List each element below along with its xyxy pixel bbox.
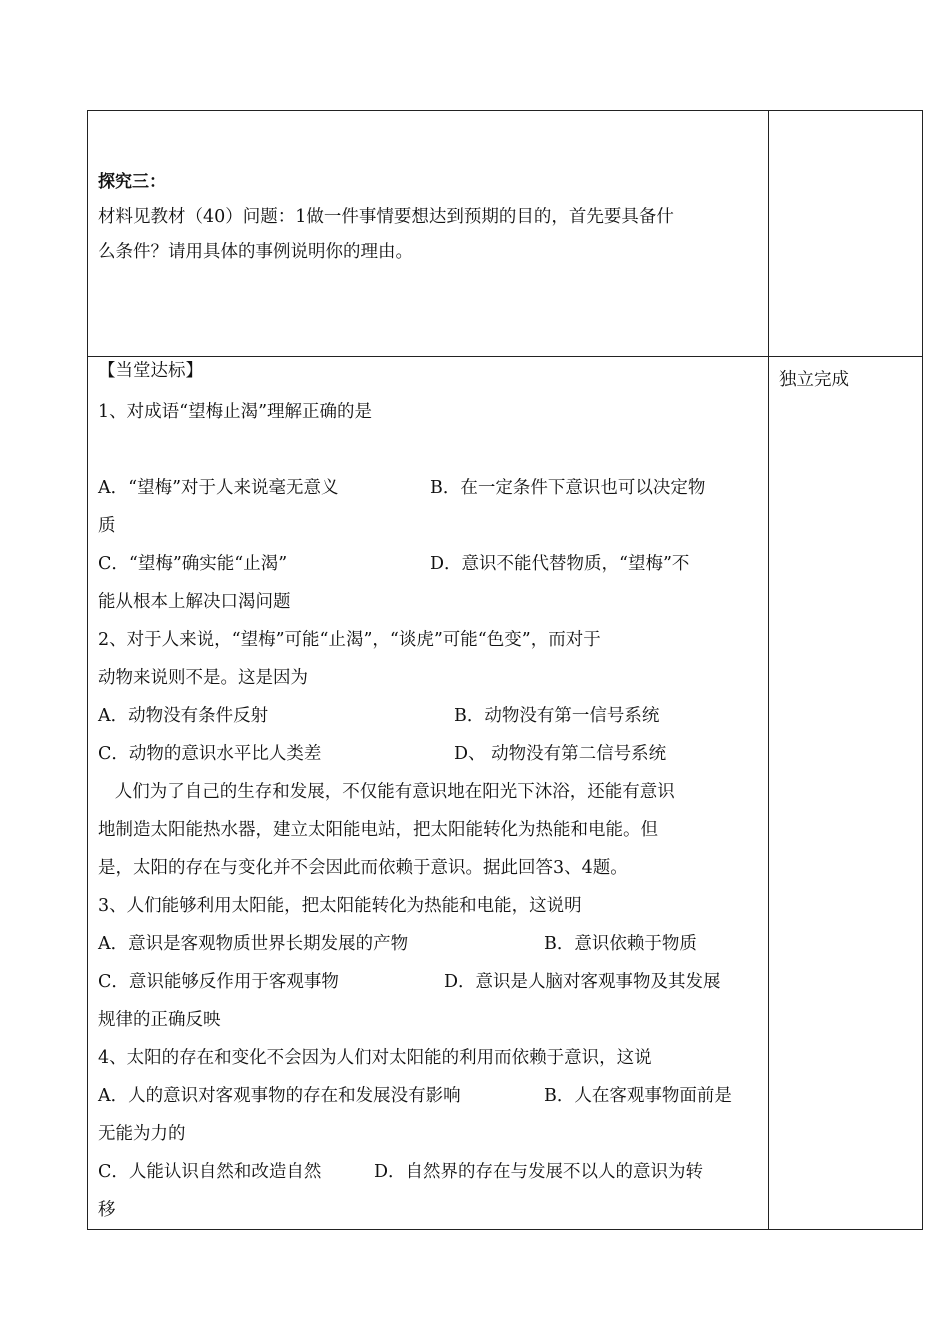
q2-stem-line2: 动物来说则不是。这是因为 bbox=[98, 668, 308, 688]
q3-options-ab bbox=[98, 925, 758, 963]
passage-line3: 是，太阳的存在与变化并不会因此而依赖于意识。据此回答3、4题。 bbox=[98, 858, 628, 878]
q3-stem: 3、人们能够利用太阳能，把太阳能转化为热能和电能，这说明 bbox=[98, 896, 582, 916]
q4-stem: 4、太阳的存在和变化不会因为人们对太阳能的利用而依赖于意识，这说 bbox=[98, 1048, 652, 1068]
explore-3-side-cell bbox=[769, 111, 923, 357]
q2-stem-line1: 2、对于人来说，“望梅”可能“止渴”，“谈虎”可能“色变”，而对于 bbox=[98, 630, 601, 650]
q4-option-d: D．自然界的存在与发展不以人的意识为转 bbox=[374, 1162, 704, 1182]
q3-options-cd bbox=[98, 963, 758, 1001]
worksheet-table bbox=[87, 110, 923, 1230]
explore-3-heading: 探究三： bbox=[98, 172, 166, 192]
q4-options-ab bbox=[98, 1077, 758, 1115]
q2-option-c: C．动物的意识水平比人类差 bbox=[98, 744, 322, 764]
passage-line2: 地制造太阳能热水器，建立太阳能电站，把太阳能转化为热能和电能。但 bbox=[98, 820, 658, 840]
q1-stem: 1、对成语“望梅止渴”理解正确的是 bbox=[98, 402, 373, 422]
q3-option-a: A．意识是客观物质世界长期发展的产物 bbox=[98, 934, 409, 954]
q4-option-d-cont: 移 bbox=[98, 1200, 116, 1220]
explore-3-cell bbox=[88, 111, 769, 357]
q3-option-c: C．意识能够反作用于客观事物 bbox=[98, 972, 339, 992]
q1-option-c: C．“望梅”确实能“止渴” bbox=[98, 554, 288, 574]
passage-line1: 人们为了自己的生存和发展，不仅能有意识地在阳光下沐浴，还能有意识 bbox=[98, 782, 675, 802]
q1-option-d: D．意识不能代替物质，“望梅”不 bbox=[430, 554, 690, 574]
q1-option-b-cont: 质 bbox=[98, 516, 116, 536]
q1-options-cd bbox=[98, 545, 758, 583]
q4-option-b-cont: 无能为力的 bbox=[98, 1124, 186, 1144]
q1-options-ab bbox=[98, 469, 758, 507]
q2-options-ab bbox=[98, 697, 758, 735]
side-note: 独立完成 bbox=[779, 370, 849, 390]
q2-option-b: B．动物没有第一信号系统 bbox=[454, 706, 660, 726]
explore-3-text-line2: 么条件？请用具体的事例说明你的理由。 bbox=[98, 242, 413, 262]
worksheet bbox=[87, 110, 922, 1224]
q4-option-b: B．人在客观事物面前是 bbox=[544, 1086, 732, 1106]
practice-side-cell bbox=[769, 357, 923, 1230]
practice-cell bbox=[88, 357, 769, 1230]
q4-option-a: A．人的意识对客观事物的存在和发展没有影响 bbox=[98, 1086, 461, 1106]
explore-3-text-line1: 材料见教材（40）问题：1做一件事情要想达到预期的目的，首先要具备什 bbox=[98, 207, 674, 227]
q3-option-d-cont: 规律的正确反映 bbox=[98, 1010, 221, 1030]
q4-options-cd bbox=[98, 1153, 758, 1191]
q2-option-a: A．动物没有条件反射 bbox=[98, 706, 269, 726]
q3-option-b: B．意识依赖于物质 bbox=[544, 934, 697, 954]
q3-option-d: D．意识是人脑对客观事物及其发展 bbox=[444, 972, 721, 992]
q2-options-cd bbox=[98, 735, 758, 773]
q2-option-d: D、 动物没有第二信号系统 bbox=[454, 744, 667, 764]
q1-option-b: B．在一定条件下意识也可以决定物 bbox=[430, 478, 706, 498]
q4-option-c: C．人能认识自然和改造自然 bbox=[98, 1162, 322, 1182]
practice-heading: 【当堂达标】 bbox=[98, 361, 203, 381]
q1-option-a: A．“望梅”对于人来说毫无意义 bbox=[98, 478, 339, 498]
q1-option-d-cont: 能从根本上解决口渴问题 bbox=[98, 592, 291, 612]
